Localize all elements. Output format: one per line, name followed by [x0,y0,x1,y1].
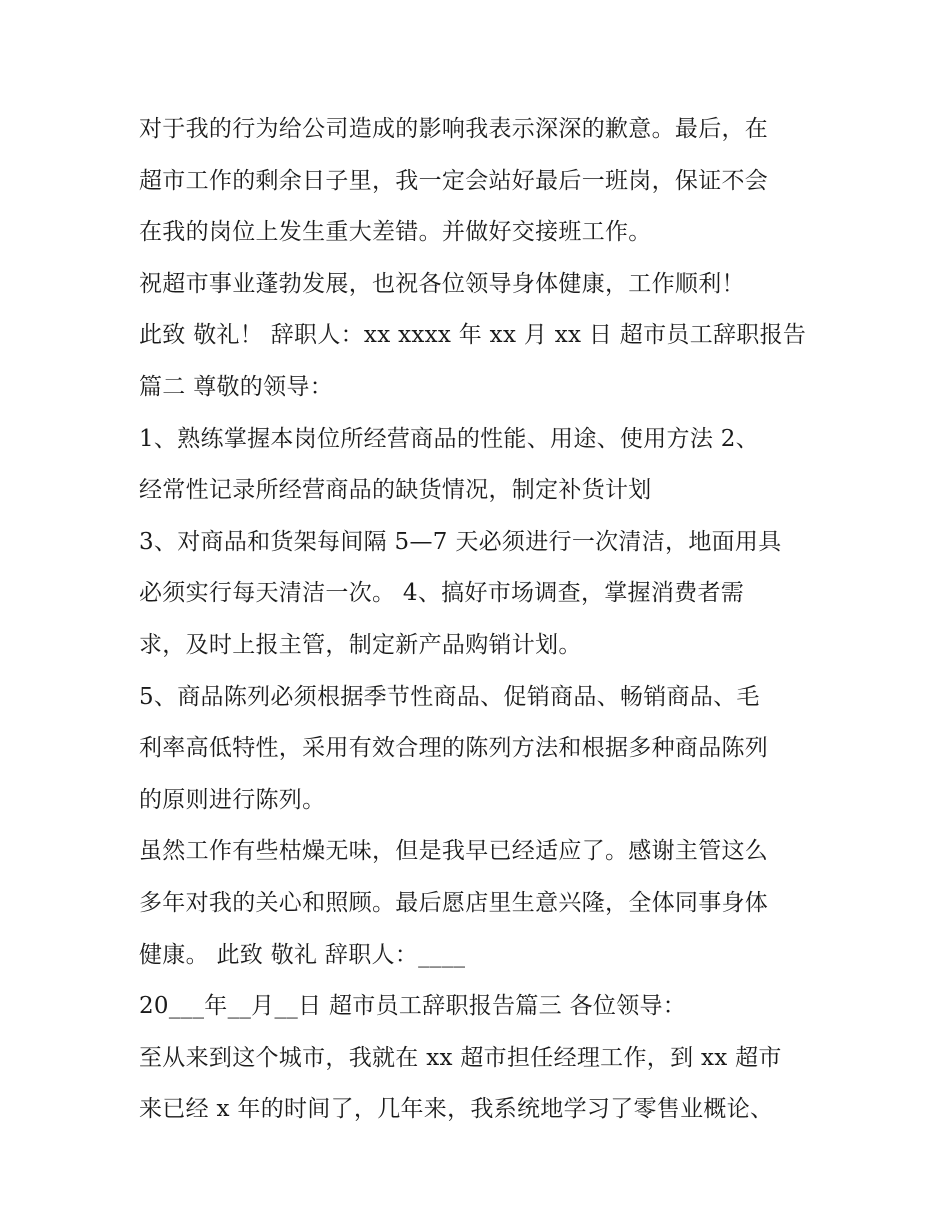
text-line: 来已经 x 年的时间了，几年来，我系统地学习了零售业概论、 [139,1096,774,1123]
text-line: 超市工作的剩余日子里，我一定会站好最后一班岗，保证不会 [139,167,769,194]
text-line: 健康。 此致 敬礼 辞职人：____ [139,941,466,968]
text-line: 至从来到这个城市，我就在 xx 超市担任经理工作，到 xx 超市 [139,1044,782,1071]
text-line: 虽然工作有些枯燥无味，但是我早已经适应了。感谢主管这么 [139,838,769,865]
text-line: 1、熟练掌握本岗位所经营商品的性能、用途、使用方法 2、 [139,425,759,452]
text-line: 多年对我的关心和照顾。最后愿店里生意兴隆，全体同事身体 [139,889,769,916]
text-line: 经常性记录所经营商品的缺货情况，制定补货计划 [139,477,652,504]
text-line: 的原则进行陈列。 [139,786,326,813]
text-line: 在我的岗位上发生重大差错。并做好交接班工作。 [139,219,652,246]
text-line: 必须实行每天清洁一次。 4、搞好市场调查，掌握消费者需 [139,580,745,607]
text-line: 3、对商品和货架每间隔 5—7 天必须进行一次清洁，地面用具 [139,528,782,555]
text-line: 利率高低特性，采用有效合理的陈列方法和根据多种商品陈列 [139,735,769,762]
text-line: 对于我的行为给公司造成的影响我表示深深的歉意。最后，在 [139,116,769,142]
document-body [139,107,819,1139]
text-line: 篇二 尊敬的领导： [139,373,334,400]
text-line: 此致 敬礼！ 辞职人：xx xxxx 年 xx 月 xx 日 超市员工辞职报告 [139,322,807,349]
text-line: 祝超市事业蓬勃发展，也祝各位领导身体健康，工作顺利！ [139,270,745,297]
text-line: 求，及时上报主管，制定新产品购销计划。 [139,631,582,658]
text-line: 5、商品陈列必须根据季节性商品、促销商品、畅销商品、毛 [139,683,760,710]
text-line: 20___年__月__日 超市员工辞职报告篇三 各位领导： [139,993,687,1020]
